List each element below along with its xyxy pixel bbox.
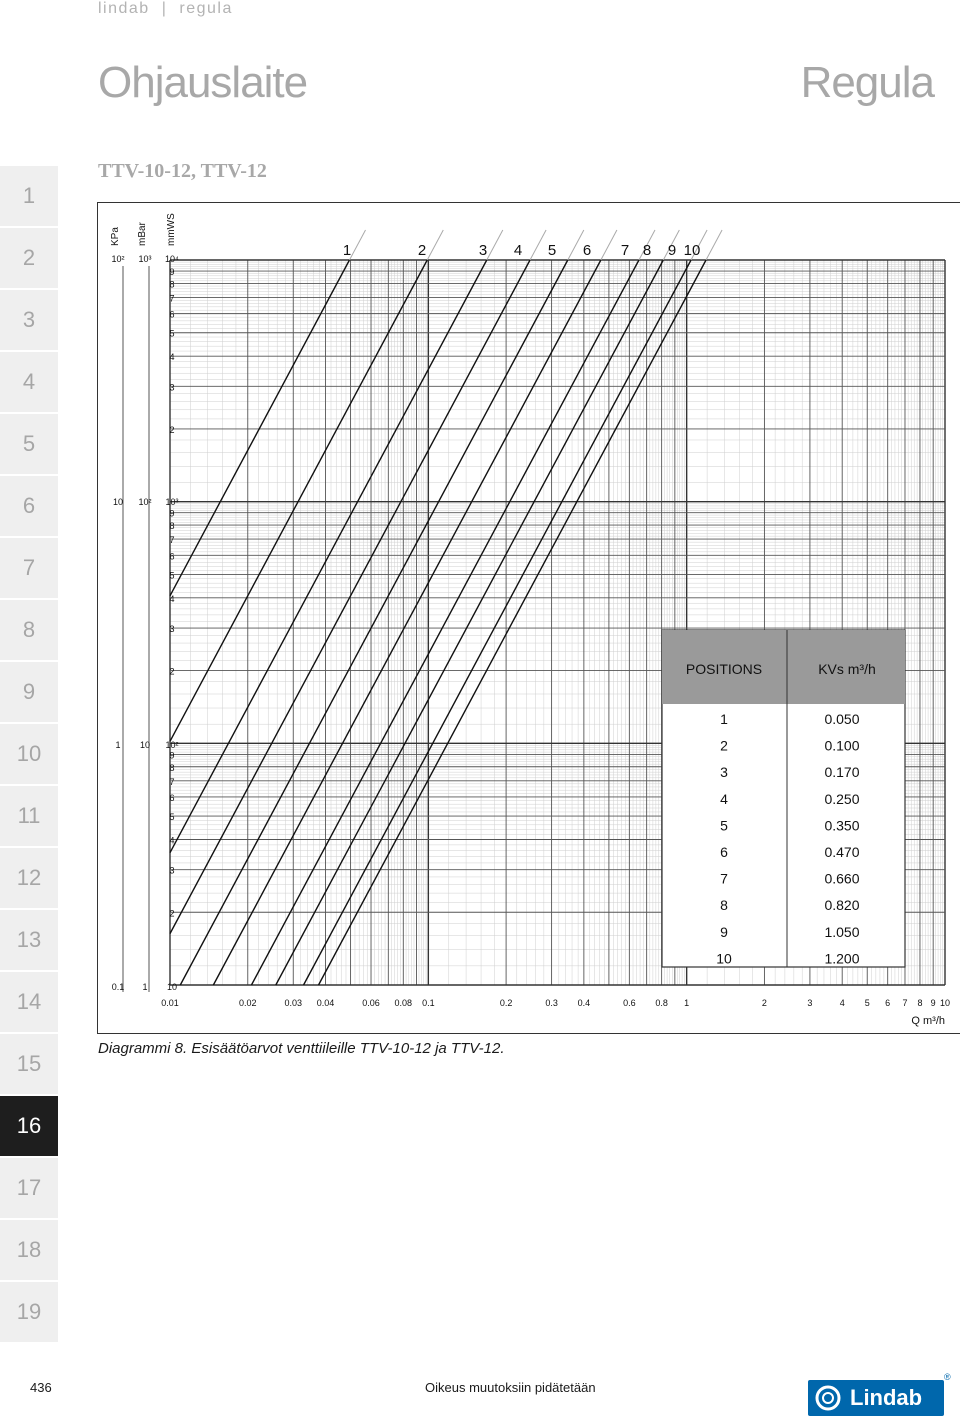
- y-tick-minor: 2: [169, 424, 175, 435]
- x-tick-label: 3: [807, 998, 813, 1008]
- y-tick-minor: 4: [169, 352, 175, 363]
- brand-header: [98, 0, 233, 18]
- y-tick-kpa: 1: [115, 740, 121, 750]
- x-tick-label: 0.03: [284, 998, 303, 1008]
- x-tick-label: 0.01: [161, 998, 179, 1008]
- y-tick-minor: 6: [169, 551, 175, 562]
- y-tick-minor: 9: [169, 750, 175, 761]
- x-tick-label: 0.3: [545, 998, 558, 1008]
- kvs-row-value: 0.820: [824, 897, 860, 914]
- y-tick-mmws: 10³: [165, 497, 179, 507]
- kvs-row-position: 3: [720, 764, 728, 781]
- x-tick-label: 0.04: [316, 998, 335, 1008]
- lindab-logo: [808, 1372, 951, 1416]
- y-tick-kpa: 0.1: [111, 982, 125, 992]
- x-tick-label: 7: [902, 998, 908, 1008]
- brand-regula: regula: [179, 0, 233, 17]
- kvs-header-positions: POSITIONS: [685, 661, 763, 677]
- y-tick-kpa: 10²: [111, 254, 125, 264]
- rights-notice: Oikeus muutoksiin pidätetään: [425, 1380, 596, 1395]
- chapter-tab[interactable]: 16: [0, 1096, 58, 1156]
- logo-wordmark: Lindab: [850, 1385, 923, 1410]
- chapter-tab[interactable]: 5: [0, 414, 58, 474]
- y-tick-minor: 2: [169, 666, 175, 677]
- y-tick-minor: 7: [169, 293, 175, 304]
- kvs-row-value: 1.050: [824, 923, 860, 940]
- y-tick-kpa: 10: [112, 497, 124, 507]
- y-tick-minor: 5: [169, 812, 175, 823]
- y-tick-minor: 3: [169, 624, 175, 635]
- series-label: 3: [478, 242, 488, 259]
- y-tick-mmws: 10: [166, 982, 178, 992]
- series-label: 10: [683, 242, 701, 259]
- y-tick-minor: 9: [169, 267, 175, 278]
- kvs-row-position: 8: [720, 897, 728, 914]
- y-tick-minor: 3: [169, 382, 175, 393]
- series-label: 7: [620, 242, 630, 259]
- kvs-row-position: 4: [720, 790, 728, 807]
- chapter-tab[interactable]: 6: [0, 476, 58, 536]
- x-tick-label: 10: [939, 998, 951, 1008]
- chapter-tab[interactable]: 18: [0, 1220, 58, 1280]
- x-tick-label: 0.6: [623, 998, 636, 1008]
- y-axis-unit-mmws: mmWS: [166, 213, 177, 246]
- kvs-row-position: 9: [720, 923, 728, 940]
- y-tick-mmws: 10²: [165, 740, 179, 750]
- y-tick-minor: 3: [169, 865, 175, 876]
- y-axis-unit-kpa: KPa: [110, 227, 121, 246]
- chapter-tab[interactable]: 1: [0, 166, 58, 226]
- y-tick-minor: 2: [169, 908, 175, 919]
- y-tick-minor: 7: [169, 535, 175, 546]
- series-label: 9: [667, 242, 677, 259]
- chapter-tab[interactable]: 2: [0, 228, 58, 288]
- x-tick-label: 0.2: [499, 998, 513, 1008]
- y-tick-minor: 5: [169, 328, 175, 339]
- x-tick-label: 0.1: [422, 998, 435, 1008]
- series-label: 4: [513, 242, 523, 259]
- kvs-row-value: 1.200: [824, 950, 860, 967]
- y-tick-minor: 8: [169, 279, 175, 290]
- series-label: 6: [582, 242, 592, 259]
- series-label: 1: [342, 242, 352, 259]
- series-label: 2: [417, 242, 427, 259]
- y-tick-mbar: 10: [139, 740, 151, 750]
- chapter-tab[interactable]: 11: [0, 786, 58, 846]
- kvs-row-position: 7: [720, 870, 728, 887]
- kvs-row-position: 6: [720, 844, 728, 860]
- chapter-tab[interactable]: 19: [0, 1282, 58, 1342]
- y-tick-minor: 4: [169, 835, 175, 846]
- x-tick-label: 1: [684, 998, 690, 1008]
- kvs-row-value: 0.050: [824, 711, 860, 727]
- product-title: Regula: [800, 58, 934, 107]
- kvs-row-position: 2: [720, 737, 728, 754]
- y-tick-mbar: 10³: [138, 254, 152, 264]
- kvs-row-value: 0.100: [824, 737, 860, 754]
- y-tick-mbar: 10²: [138, 497, 152, 507]
- x-tick-label: 8: [917, 998, 923, 1008]
- x-tick-label: 0.06: [362, 998, 380, 1008]
- diagram-caption: Diagrammi 8. Esisäätöarvot venttiileille TTV-10-12 ja TTV-12.: [98, 1040, 505, 1057]
- page-title: Ohjauslaite: [98, 58, 308, 107]
- x-axis-label: Q m³/h: [911, 1015, 945, 1027]
- y-tick-mmws: 10⁴: [165, 254, 179, 264]
- model-subtitle: TTV-10-12, TTV-12: [98, 160, 267, 182]
- x-tick-label: 4: [839, 998, 845, 1008]
- x-tick-label: 9: [930, 998, 936, 1008]
- chapter-tab[interactable]: 14: [0, 972, 58, 1032]
- kvs-row-position: 1: [720, 711, 728, 727]
- y-tick-minor: 8: [169, 521, 175, 532]
- kvs-row-position: 10: [716, 950, 732, 967]
- y-tick-minor: 4: [169, 593, 175, 604]
- registered-mark: ®: [944, 1372, 951, 1382]
- kvs-row-value: 0.170: [824, 764, 860, 781]
- kvs-row-position: 5: [720, 817, 728, 834]
- x-tick-label: 0.08: [394, 998, 413, 1008]
- kvs-row-value: 0.660: [824, 870, 860, 887]
- page-number: 436: [30, 1380, 52, 1395]
- y-tick-minor: 5: [169, 570, 175, 581]
- flow-diagram: [97, 202, 960, 1034]
- kvs-header-value: KVs m³/h: [818, 661, 876, 677]
- brand-lindab: lindab: [98, 0, 150, 17]
- x-tick-label: 0.02: [239, 998, 257, 1008]
- x-tick-label: 2: [761, 998, 767, 1008]
- x-tick-label: 0.4: [577, 998, 591, 1008]
- chapter-tab[interactable]: 10: [0, 724, 58, 784]
- y-axis-unit-mbar: mBar: [137, 222, 148, 246]
- x-tick-label: 5: [864, 998, 870, 1008]
- chapter-tab[interactable]: 3: [0, 290, 58, 350]
- series-label: 8: [642, 242, 652, 259]
- series-label: 5: [547, 242, 557, 259]
- y-tick-minor: 6: [169, 309, 175, 320]
- y-tick-minor: 6: [169, 792, 175, 803]
- chapter-tab[interactable]: 13: [0, 910, 58, 970]
- chapter-tab[interactable]: 8: [0, 600, 58, 660]
- kvs-row-value: 0.470: [824, 844, 860, 860]
- kvs-row-value: 0.250: [824, 790, 860, 807]
- chapter-tab[interactable]: 7: [0, 538, 58, 598]
- chapter-tab[interactable]: 4: [0, 352, 58, 412]
- x-tick-label: 6: [885, 998, 891, 1008]
- brand-separator: |: [161, 0, 168, 17]
- kvs-row-value: 0.350: [824, 817, 860, 834]
- chapter-tab[interactable]: 9: [0, 662, 58, 722]
- x-tick-label: 0.8: [655, 998, 668, 1008]
- y-tick-mbar: 1: [142, 982, 148, 992]
- chapter-tab[interactable]: 17: [0, 1158, 58, 1218]
- y-tick-minor: 9: [169, 508, 175, 519]
- logo-ring-icon: [814, 1384, 842, 1412]
- chapter-tab[interactable]: 12: [0, 848, 58, 908]
- chapter-index: [0, 166, 58, 1344]
- y-tick-minor: 7: [169, 776, 175, 787]
- chapter-tab[interactable]: 15: [0, 1034, 58, 1094]
- y-tick-minor: 8: [169, 762, 175, 773]
